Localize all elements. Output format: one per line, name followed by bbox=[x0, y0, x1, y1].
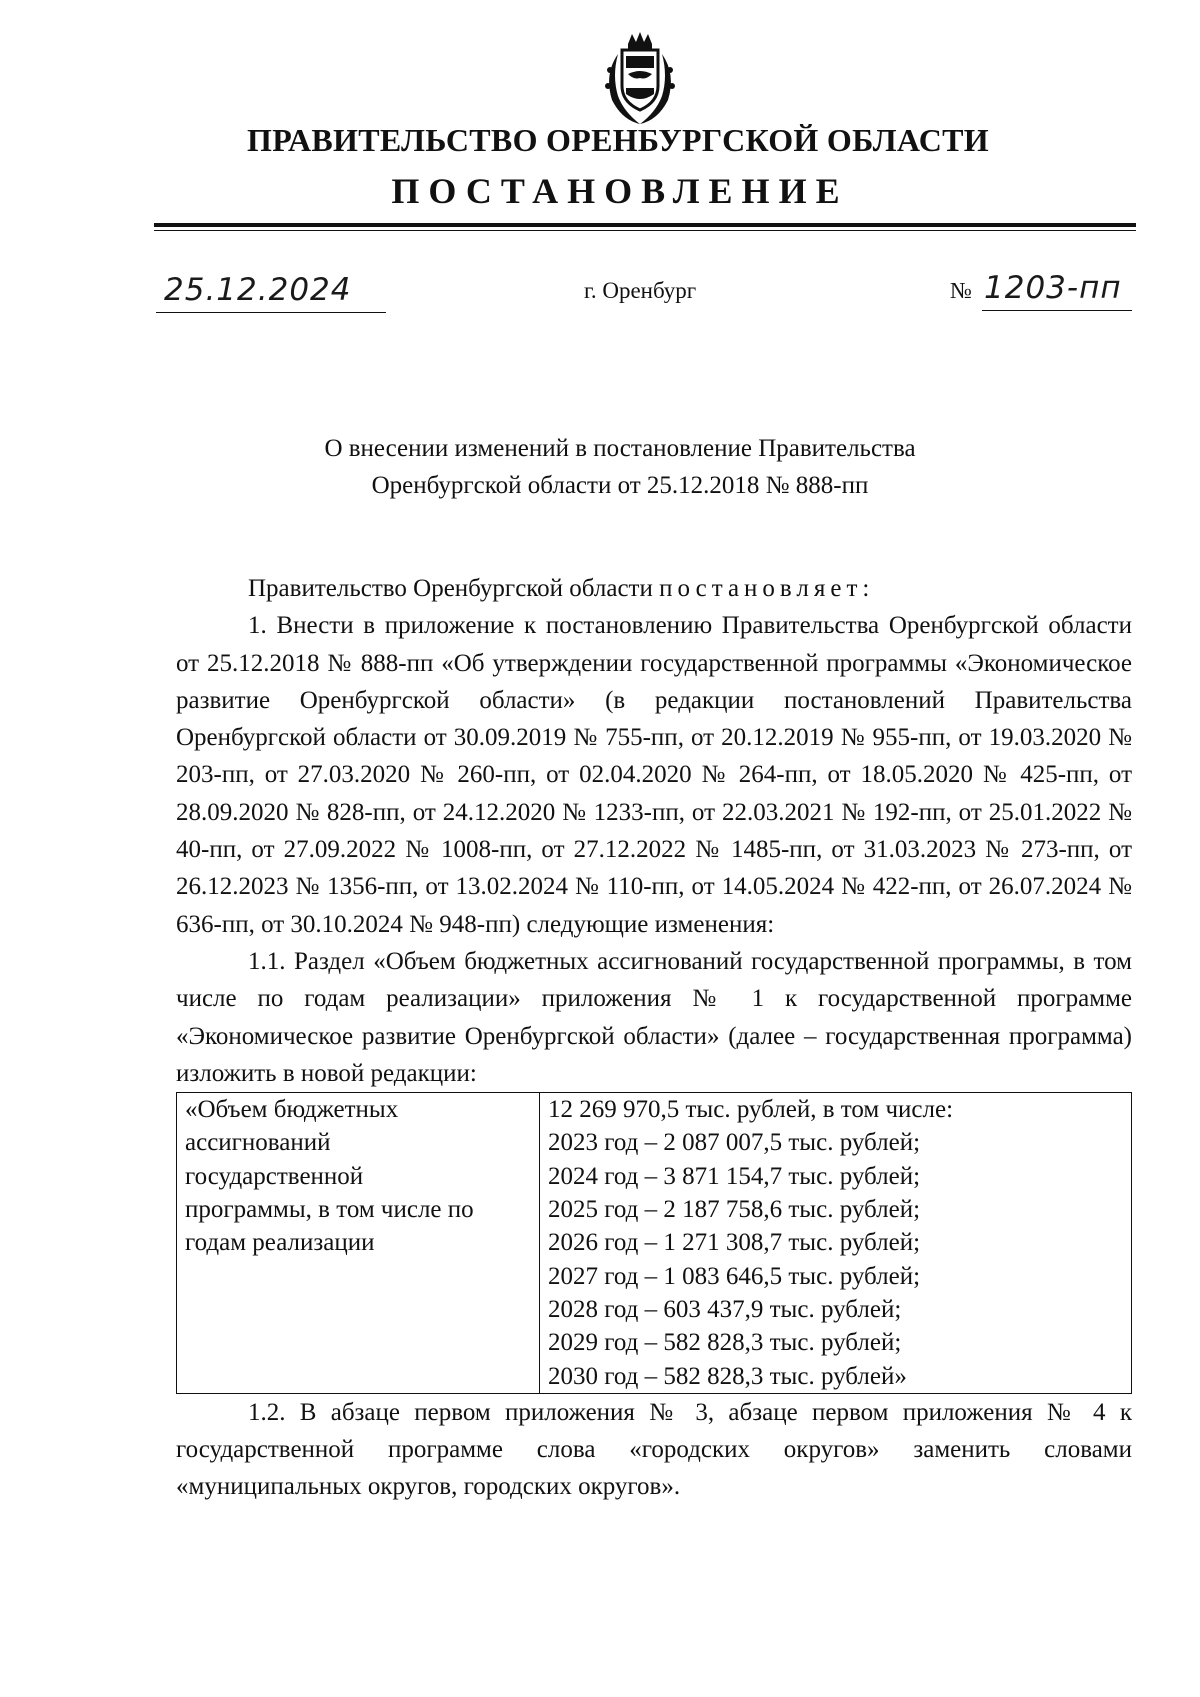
value-line: 2024 год – 3 871 154,7 тыс. рублей; bbox=[548, 1162, 921, 1190]
value-line: 2023 год – 2 087 007,5 тыс. рублей; bbox=[548, 1129, 921, 1157]
label-line: программы, в том числе по bbox=[185, 1196, 474, 1224]
value-line: 2026 год – 1 271 308,7 тыс. рублей; bbox=[548, 1229, 921, 1257]
paragraph-1-1: 1.1. Раздел «Объем бюджетных ассигнований государственной программы, в том числе по годам реализации» приложения № 1 к государственной программе «Экономическое развитие Оренбургской области» (далее – государственная программа) изложить в новой редакции: bbox=[176, 947, 1132, 1087]
value-line: 2027 год – 1 083 646,5 тыс. рублей; bbox=[548, 1262, 921, 1290]
preamble bbox=[176, 570, 1132, 607]
paragraph-1-2: 1.2. В абзаце первом приложения № 3, абзаце первом приложения № 4 к государственной программе слова «городских округов» заменить словами «муниципальных округов, городских округов». bbox=[176, 1398, 1132, 1501]
number-label: № bbox=[950, 278, 972, 303]
document-subject bbox=[0, 430, 1200, 504]
value-line: 2025 год – 2 187 758,6 тыс. рублей; bbox=[548, 1196, 921, 1224]
government-name: ПРАВИТЕЛЬСТВО ОРЕНБУРГСКОЙ ОБЛАСТИ bbox=[247, 122, 989, 158]
value-line: 12 269 970,5 тыс. рублей, в том числе: bbox=[548, 1096, 954, 1124]
header-divider bbox=[154, 223, 1136, 227]
paragraph-1: 1. Внести в приложение к постановлению Правительства Оренбургской области от 25.12.2018 № 888-пп «Об утверждении государственной программы «Экономическое развитие Оренбургской области» (в редакции постановлений Правительства Оренбургской области от 30.09.2019 № 755-пп, от 20.12.2019 № 955-пп, от 19.03.2020 № 203-пп, от 27.03.2020 № 260-пп, от 02.04.2020 № 264-пп, от 18.05.2020 № 425-пп, от 28.09.2020 № 828-пп, от 24.12.2020 № 1233-пп, от 22.03.2021 № 192-пп, от 25.01.2022 № 40-пп, от 27.09.2022 № 1008-пп, от 27.12.2022 № 1485-пп, от 31.03.2023 № 273-пп, от 26.12.2023 № 1356-пп, от 13.02.2024 № 110-пп, от 14.05.2024 № 422-пп, от 26.07.2024 № 636-пп, от 30.10.2024 № 948-пп) следующие изменения: bbox=[176, 612, 1132, 938]
label-line: ассигнований bbox=[185, 1129, 331, 1157]
label-line: государственной bbox=[185, 1162, 364, 1190]
coat-of-arms-icon bbox=[598, 30, 682, 126]
preamble-text: Правительство Оренбургской области bbox=[248, 575, 660, 602]
subject-line-1: О внесении изменений в постановление Правительства bbox=[324, 435, 916, 462]
city: г. Оренбург bbox=[584, 278, 697, 303]
document-type: ПОСТАНОВЛЕНИЕ bbox=[391, 171, 849, 211]
date-field bbox=[156, 272, 386, 313]
preamble-resolves: постановляет: bbox=[659, 575, 875, 602]
label-line: годам реализации bbox=[185, 1229, 375, 1257]
handwritten-number: 1203-пп bbox=[984, 270, 1122, 306]
document-body bbox=[176, 570, 1132, 1506]
value-line: 2029 год – 582 828,3 тыс. рублей; bbox=[548, 1329, 902, 1357]
subject-line-2: Оренбургской области от 25.12.2018 № 888-пп bbox=[371, 472, 869, 499]
table-cell-label bbox=[177, 1093, 540, 1394]
label-line: «Объем бюджетных bbox=[185, 1096, 399, 1124]
budget-table bbox=[176, 1092, 1132, 1394]
number-field bbox=[982, 270, 1132, 311]
handwritten-date: 25.12.2024 bbox=[164, 272, 352, 308]
table-cell-values bbox=[540, 1093, 1132, 1394]
value-line: 2030 год – 582 828,3 тыс. рублей» bbox=[548, 1362, 907, 1390]
value-line: 2028 год – 603 437,9 тыс. рублей; bbox=[548, 1295, 902, 1323]
header-divider-thin bbox=[154, 230, 1136, 231]
table-row bbox=[177, 1093, 1132, 1394]
